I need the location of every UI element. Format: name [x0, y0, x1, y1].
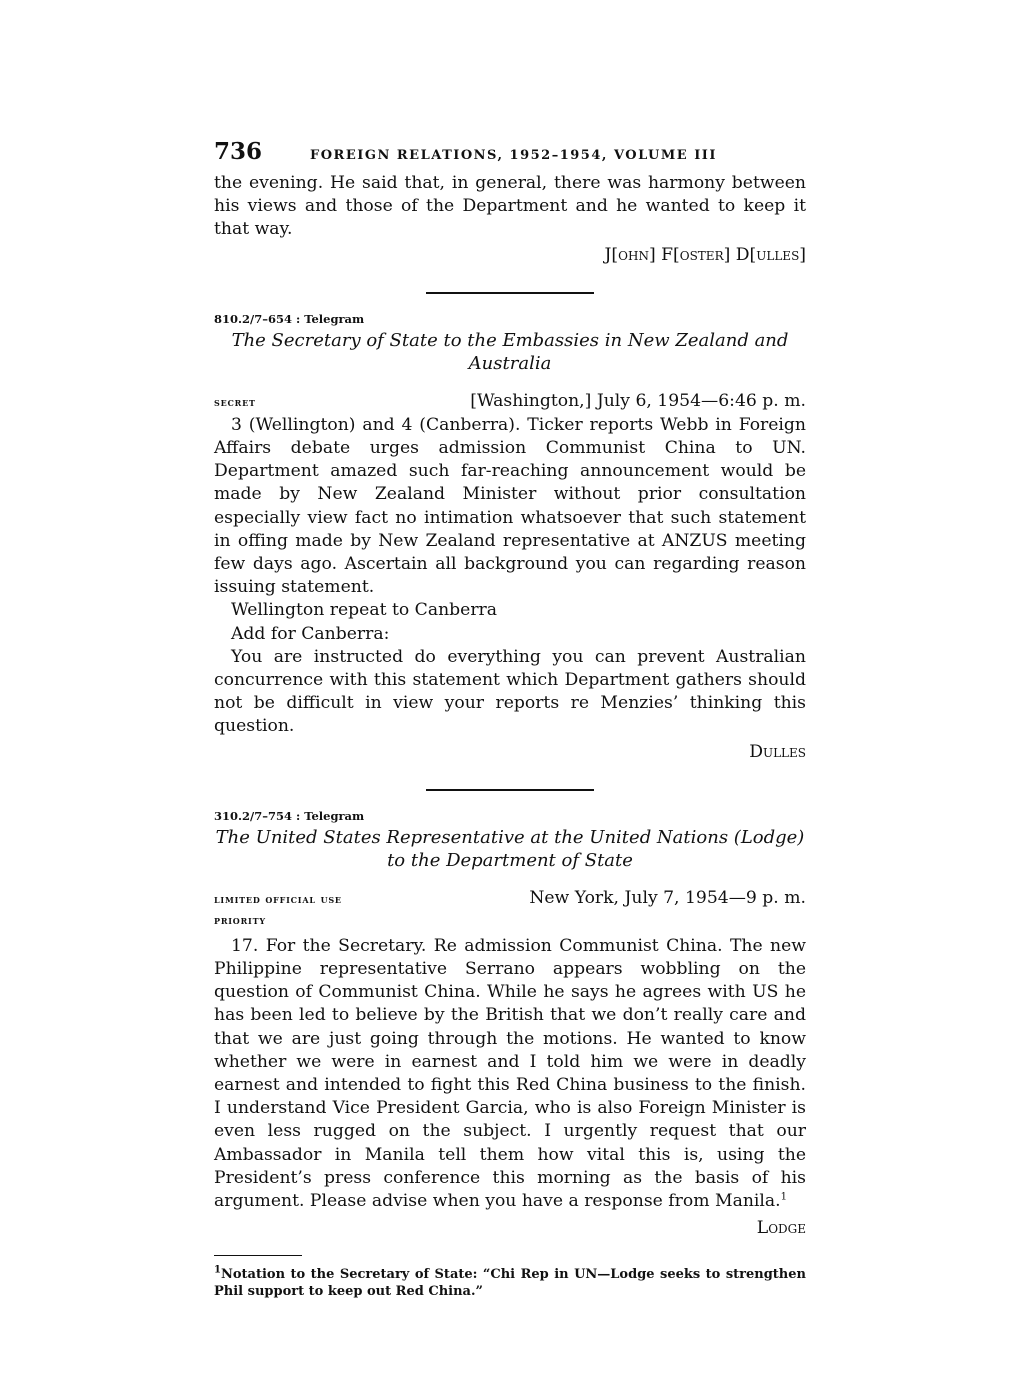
- telegram-paragraph: You are instructed do everything you can prevent Australian concurrence with this statement which Department gathers should not be difficult in view your reports re Menzies’ thinking this question.: [214, 646, 806, 737]
- dateline: [Washington,] July 6, 1954—6:46 p. m.: [470, 390, 806, 411]
- signature: Lodge: [756, 1218, 806, 1239]
- section-divider: [426, 789, 594, 791]
- running-head: FOREIGN RELATIONS, 1952–1954, VOLUME III: [310, 148, 717, 163]
- telegram-text: 17. For the Secretary. Re admission Communist China. The new Philippine representative Serrano appears wobbling on the question of Communist China. While he says he agrees with US he has been led to believe by the British that we don’t really care and that we are just going through the motions. He wanted to know whether we were in earnest and I told him we were in deadly earnest and intended to fight this Red China business to the finish. I understand Vice President Garcia, who is also Foreign Minister is even less rugged on the subject. I urgently request that our Ambassador in Manila tell them how vital this is, using the President’s press conference this morning as the basis of his argument. Please advise when you have a response from Manila.: [214, 935, 806, 1212]
- footnote: [214, 1266, 806, 1300]
- document-title: The Secretary of State to the Embassies in New Zealand and Australia: [231, 329, 789, 374]
- telegram-paragraph: 3 (Wellington) and 4 (Canberra). Ticker reports Webb in Foreign Affairs debate urges admission Communist China to UN. Department amazed such far-reaching announcement would be made by New Zealand Minister without prior consultation especially view fact no intimation whatsoever that such statement in offing made by New Zealand representative at ANZUS meeting few days ago. Ascertain all background you can regarding reason issuing statement.: [214, 414, 806, 598]
- footnote-rule: [214, 1255, 302, 1256]
- section-divider: [426, 292, 594, 294]
- footnote-text: Notation to the Secretary of State: “Chi Rep in UN—Lodge seeks to strengthen Phil support to keep out Red China.”: [214, 1266, 806, 1299]
- priority-label: priority: [214, 912, 266, 927]
- dateline-row: [214, 389, 806, 414]
- document-page: [214, 138, 806, 1300]
- page-number: 736: [214, 138, 263, 165]
- file-reference: 310.2/7–754 : Telegram: [214, 808, 365, 823]
- classification-label: limited official use: [214, 891, 342, 906]
- page-header: [214, 138, 806, 172]
- classification-label: secret: [214, 394, 256, 409]
- carryover-paragraph: the evening. He said that, in general, there was harmony between his views and those of the Department and he wanted to keep it that way.: [214, 173, 806, 240]
- telegram-paragraph: Wellington repeat to Canberra: [231, 600, 498, 621]
- dateline: New York, July 7, 1954—9 p. m.: [529, 887, 806, 908]
- document-title: The United States Representative at the United Nations (Lodge) to the Department of State: [215, 826, 805, 871]
- telegram-paragraph: [214, 935, 806, 1213]
- signature: Dulles: [749, 741, 806, 762]
- dateline-row: [214, 886, 806, 911]
- carryover-signature: J[ohn] F[oster] D[ulles]: [604, 244, 806, 265]
- file-reference: 810.2/7–654 : Telegram: [214, 311, 365, 326]
- footnote-reference: 1: [780, 1191, 787, 1203]
- telegram-paragraph: Add for Canberra:: [231, 623, 390, 644]
- footnote-marker: 1: [214, 1264, 221, 1276]
